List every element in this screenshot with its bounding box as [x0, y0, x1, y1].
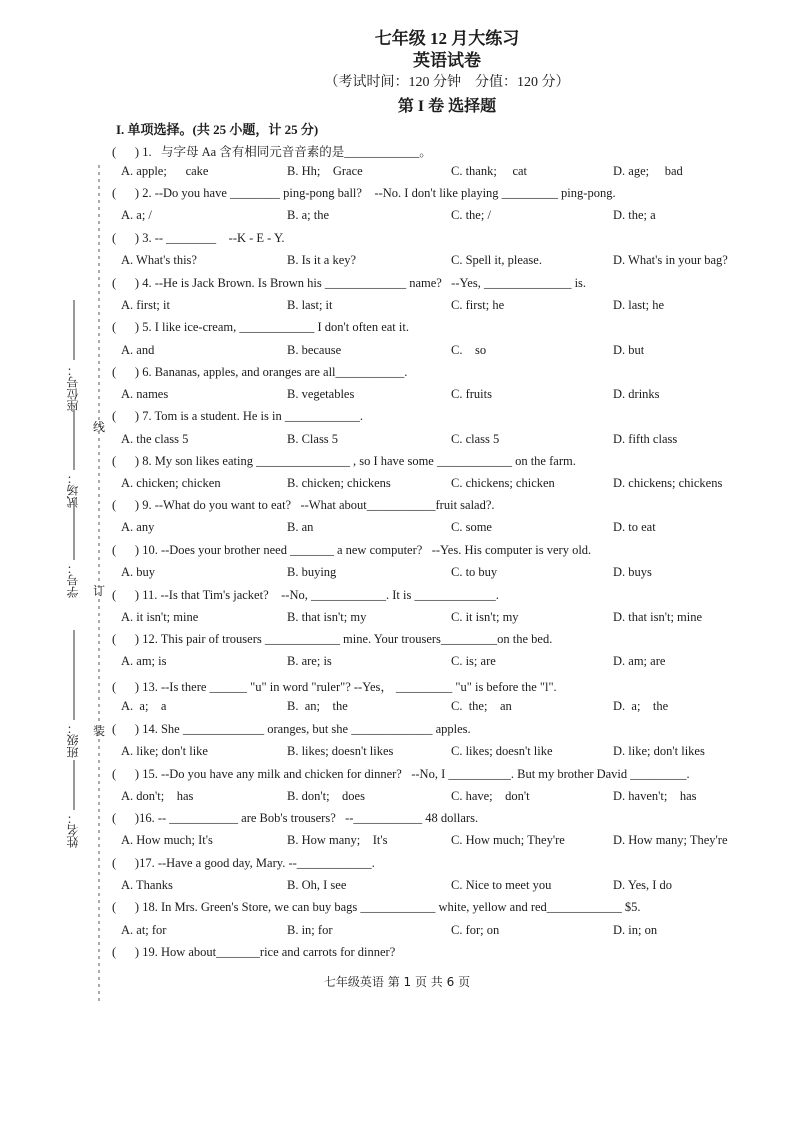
option-c: C. class 5 — [451, 432, 500, 446]
question-options-3 — [121, 253, 761, 269]
option-b: B. Is it a key? — [287, 253, 357, 267]
option-d: D. haven't; has — [613, 789, 697, 803]
option-a: A. chicken; chicken — [121, 476, 221, 490]
option-b: B. a; the — [287, 208, 330, 222]
option-d: D. but — [613, 343, 645, 357]
option-b: B. are; is — [287, 654, 332, 668]
question-options-7 — [121, 432, 761, 448]
option-c: C. is; are — [451, 654, 496, 668]
option-b: B. chicken; chickens — [287, 476, 391, 490]
question-options-5 — [121, 343, 761, 359]
option-b: B. an; the — [287, 699, 348, 713]
option-d: D. the; a — [613, 208, 656, 222]
question-stem-5: ( ) 5. I like ice-cream, ____________ I don't often eat it. — [112, 320, 409, 334]
question-options-12 — [121, 654, 761, 670]
question-options-15 — [121, 789, 761, 805]
option-c: C. fruits — [451, 387, 492, 401]
option-b: B. last; it — [287, 298, 333, 312]
question-options-18 — [121, 923, 761, 939]
option-d: D. that isn't; mine — [613, 610, 703, 624]
exam-room-label: 试场： — [66, 472, 80, 508]
option-d: D. am; are — [613, 654, 666, 668]
question-stem-19: ( ) 19. How about_______rice and carrots for dinner? — [112, 945, 396, 959]
option-a: A. apple; cake — [121, 164, 209, 178]
option-b: B. in; for — [287, 923, 333, 937]
option-a: A. What's this? — [121, 253, 197, 267]
binding-mark-staple: 订 — [93, 584, 106, 598]
class-label: 班级： — [66, 722, 80, 758]
exam-subtitle: 英语试卷 — [413, 51, 481, 70]
option-a: A. names — [121, 387, 169, 401]
option-c: C. Nice to meet you — [451, 878, 552, 892]
binding-mark-line: 线 — [93, 420, 106, 434]
option-d: D. What's in your bag? — [613, 253, 728, 267]
option-a: A. like; don't like — [121, 744, 208, 758]
option-b: B. buying — [287, 565, 337, 579]
question-options-13 — [121, 699, 761, 715]
option-a: A. a; / — [121, 208, 152, 222]
question-options-4 — [121, 298, 761, 314]
question-stem-10: ( ) 10. --Does your brother need _______ a new computer? --Yes. His computer is very old. — [112, 543, 592, 557]
option-d: D. fifth class — [613, 432, 678, 446]
question-options-11 — [121, 610, 761, 626]
question-options-14 — [121, 744, 761, 760]
option-b: B. an — [287, 520, 314, 534]
option-c: C. the; an — [451, 699, 512, 713]
question-stem-1: ( ) 1. 与字母 Aa 含有相同元音音素的是____________。 — [112, 145, 432, 159]
option-c: C. have; don't — [451, 789, 530, 803]
option-d: D. chickens; chickens — [613, 476, 723, 490]
question-stem-2: ( ) 2. --Do you have ________ ping-pong ball? --No. I don't like playing _________ ping-pong. — [112, 186, 616, 200]
option-d: D. in; on — [613, 923, 658, 937]
option-c: C. it isn't; my — [451, 610, 519, 624]
section-heading: I. 单项选择。(共 25 小题，计 25 分) — [116, 122, 319, 137]
option-b: B. Hh; Grace — [287, 164, 363, 178]
question-options-6 — [121, 387, 761, 403]
option-c: C. some — [451, 520, 492, 534]
option-d: D. a; the — [613, 699, 669, 713]
question-stem-12: ( ) 12. This pair of trousers ____________ mine. Your trousers_________on the bed. — [112, 632, 553, 646]
option-a: A. Thanks — [121, 878, 173, 892]
option-a: A. a; a — [121, 699, 167, 713]
option-a: A. any — [121, 520, 155, 534]
option-c: C. so — [451, 343, 487, 357]
question-stem-16: ( )16. -- ___________ are Bob's trousers? --___________ 48 dollars. — [112, 811, 479, 825]
option-d: D. Yes, I do — [613, 878, 673, 892]
option-b: B. because — [287, 343, 342, 357]
option-d: D. like; don't likes — [613, 744, 705, 758]
student-id-label: 学号： — [66, 562, 80, 598]
question-stem-17: ( )17. --Have a good day, Mary. --____________. — [112, 856, 375, 870]
option-d: D. drinks — [613, 387, 660, 401]
option-c: C. the; / — [451, 208, 491, 222]
question-options-17 — [121, 878, 761, 894]
option-d: D. buys — [613, 565, 652, 579]
question-stem-14: ( ) 14. She _____________ oranges, but she _____________ apples. — [112, 722, 471, 736]
question-stem-6: ( ) 6. Bananas, apples, and oranges are all___________. — [112, 365, 408, 379]
option-c: C. to buy — [451, 565, 498, 579]
option-a: A. am; is — [121, 654, 167, 668]
option-a: A. it isn't; mine — [121, 610, 199, 624]
question-stem-11: ( ) 11. --Is that Tim's jacket? --No, ____________. It is _____________. — [112, 588, 499, 602]
option-d: D. How many; They're — [613, 833, 728, 847]
question-stem-4: ( ) 4. --He is Jack Brown. Is Brown his _____________ name? --Yes, ______________ is. — [112, 276, 587, 290]
question-options-2 — [121, 208, 761, 224]
question-options-10 — [121, 565, 761, 581]
question-stem-8: ( ) 8. My son likes eating _______________ , so I have some ____________ on the farm. — [112, 454, 576, 468]
question-stem-13: ( ) 13. --Is there ______ "u" in word "ruler"? --Yes， _________ "u" is before the "l". — [112, 680, 557, 694]
option-a: A. How much; It's — [121, 833, 213, 847]
question-options-9 — [121, 520, 761, 536]
option-b: B. don't; does — [287, 789, 365, 803]
binding-margin — [0, 0, 110, 1124]
option-c: C. Spell it, please. — [451, 253, 542, 267]
option-c: C. for; on — [451, 923, 500, 937]
option-d: D. age; bad — [613, 164, 683, 178]
question-stem-7: ( ) 7. Tom is a student. He is in ____________. — [112, 409, 363, 423]
option-c: C. chickens; chicken — [451, 476, 555, 490]
exam-info: （考试时间：120 分钟 分值：120 分） — [324, 75, 570, 90]
question-stem-3: ( ) 3. -- ________ --K - E - Y. — [112, 231, 285, 245]
question-options-16 — [121, 833, 761, 849]
question-stem-9: ( ) 9. --What do you want to eat? --What about___________fruit salad?. — [112, 498, 495, 512]
option-a: A. and — [121, 343, 155, 357]
option-a: A. don't; has — [121, 789, 194, 803]
option-c: C. first; he — [451, 298, 505, 312]
option-d: D. last; he — [613, 298, 665, 312]
option-c: C. thank; cat — [451, 164, 528, 178]
question-options-8 — [121, 476, 761, 492]
option-c: C. How much; They're — [451, 833, 565, 847]
page-footer: 七年级英语 第 1 页 共 6 页 — [323, 975, 471, 989]
question-stem-18: ( ) 18. In Mrs. Green's Store, we can buy bags ____________ white, yellow and red____________ $5. — [112, 900, 641, 914]
seat-number-label: 座位号： — [66, 364, 80, 412]
option-a: A. the class 5 — [121, 432, 189, 446]
binding-lines — [0, 0, 110, 1124]
option-a: A. at; for — [121, 923, 167, 937]
volume-title: 第 I 卷 选择题 — [397, 98, 497, 115]
option-d: D. to eat — [613, 520, 656, 534]
binding-mark-seal: 装 — [93, 724, 106, 738]
name-label: 姓名： — [66, 812, 80, 848]
option-b: B. How many; It's — [287, 833, 388, 847]
option-b: B. that isn't; my — [287, 610, 367, 624]
option-a: A. buy — [121, 565, 156, 579]
option-c: C. likes; doesn't like — [451, 744, 553, 758]
question-options-1 — [121, 164, 761, 180]
option-b: B. vegetables — [287, 387, 355, 401]
option-a: A. first; it — [121, 298, 170, 312]
exam-title: 七年级 12 月大练习 — [374, 29, 520, 48]
option-b: B. Oh, I see — [287, 878, 347, 892]
option-b: B. Class 5 — [287, 432, 339, 446]
question-stem-15: ( ) 15. --Do you have any milk and chicken for dinner? --No, I __________. But my brother David _________. — [112, 767, 690, 781]
option-b: B. likes; doesn't likes — [287, 744, 394, 758]
